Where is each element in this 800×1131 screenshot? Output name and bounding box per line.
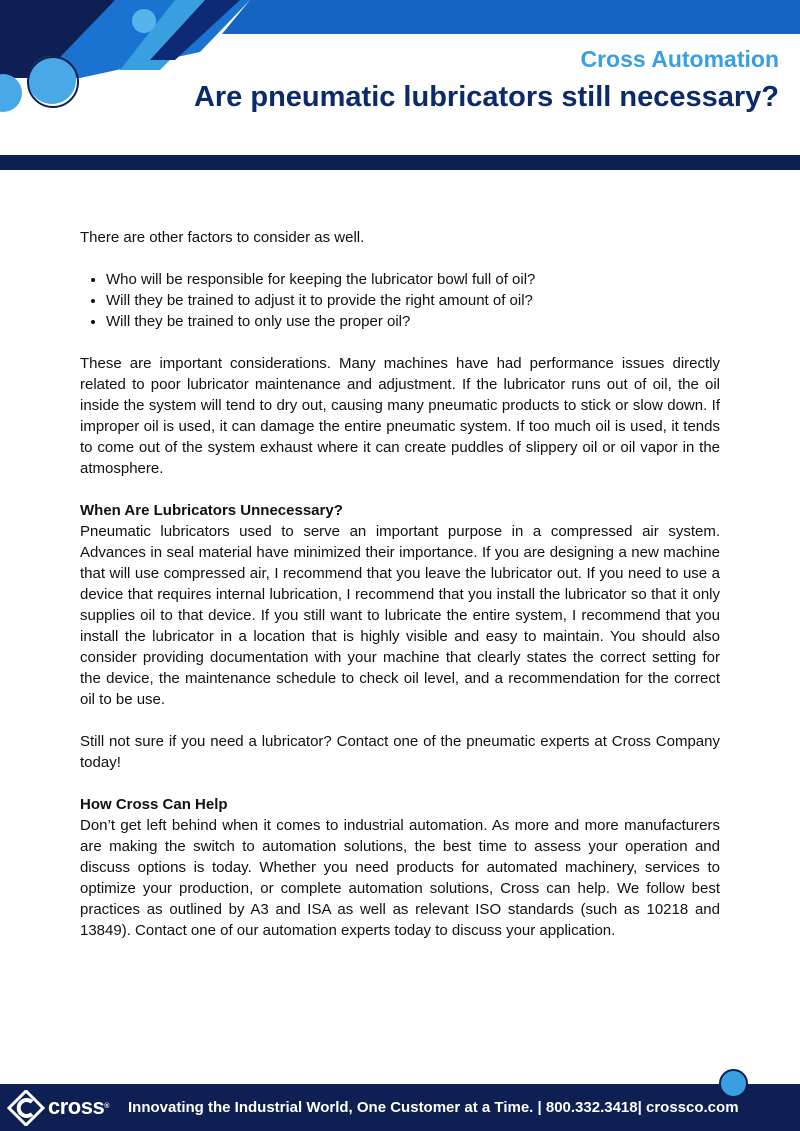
header-circle-small <box>132 9 156 33</box>
list-item: • Who will be responsible for keeping the lubricator bowl full of oil? <box>106 269 720 290</box>
header-circle-left <box>0 74 22 112</box>
cross-logo-icon <box>7 1090 45 1126</box>
header-divider <box>0 155 800 170</box>
considerations-paragraph: These are important considerations. Many machines have had performance issues directly related to poor lubricator maintenance and adjustment. If the lubricator runs out of oil, the oil inside the system will tend to dry out, causing many pneumatic products to stick or slow down. If improper oil is used, it can damage the entire pneumatic system. If too much oil is used, it tends to come out of the system exhaust where it can create puddles of slippery oil or oil vapor in the atmosphere. <box>80 355 720 477</box>
footer-tagline: Innovating the Industrial World, One Customer at a Time. | 800.332.3418| crossco.com <box>128 1099 739 1116</box>
section-heading-unnecessary: When Are Lubricators Unnecessary? <box>80 502 343 519</box>
page-title: Are pneumatic lubricators still necessary? <box>193 81 779 113</box>
contact-paragraph: Still not sure if you need a lubricator? Contact one of the pneumatic experts at Cross Company today! <box>80 733 720 771</box>
logo-wordmark: cross® <box>48 1094 109 1119</box>
considerations-list <box>80 269 720 332</box>
unnecessary-paragraph: Pneumatic lubricators used to serve an important purpose in a compressed air system. Advances in seal material have minimized their importance. If you are designing a new machine that will use compressed air, I recommend that you leave the lubricator out. If you need to use a device that requires internal lubrication, I recommend that you install the lubricator so that it only supplies oil to that device. If you still want to lubricate the entire system, I recommend that you install the lubricator in a location that is highly visible and easy to maintain. You should also consider providing documentation with your machine that clearly states the correct setting for the device, the maintenance schedule to check oil level, and a recommendation for the correct oil to be use. <box>80 523 720 708</box>
section-heading-help: How Cross Can Help <box>80 796 228 813</box>
list-item: • Will they be trained to only use the proper oil? <box>106 311 720 332</box>
brand-name: Cross Automation <box>580 46 779 72</box>
help-paragraph: Don’t get left behind when it comes to industrial automation. As more and more manufacturers are making the switch to automation solutions, the best time to assess your operation and discuss options is today. Whether you need products for automated machinery, services to optimize your production, or complete automation solutions, Cross can help. We follow best practices as outlined by A3 and ISA as well as relevant ISO standards (such as 10218 and 13849). Contact one of our automation experts today to discuss your application. <box>80 817 720 939</box>
intro-paragraph: There are other factors to consider as well. <box>80 229 365 246</box>
footer-circle-decoration <box>719 1069 748 1098</box>
article-body <box>80 227 720 962</box>
list-item: • Will they be trained to adjust it to provide the right amount of oil? <box>106 290 720 311</box>
header-band-blue <box>222 0 800 34</box>
